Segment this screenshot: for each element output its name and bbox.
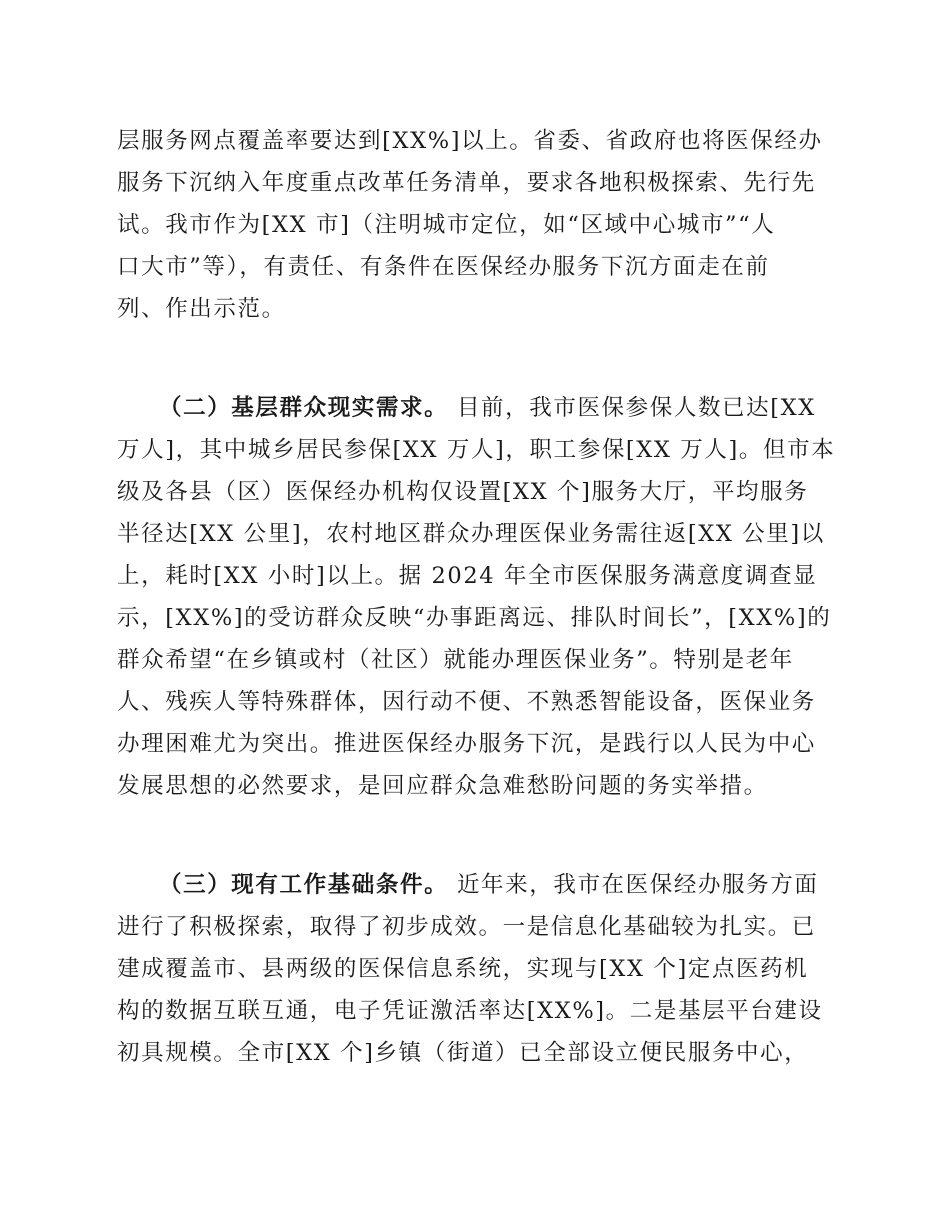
text-line: 建成覆盖市、县两级的医保信息系统，实现与[XX 个]定点医药机 [117, 956, 809, 982]
text-line: 发展思想的必然要求，是回应群众急难愁盼问题的务实举措。 [117, 773, 768, 799]
text-line: 进行了积极探索，取得了初步成效。一是信息化基础较为扎实。已 [117, 914, 816, 940]
text-line: 上，耗时[XX 小时]以上。据 2024 年全市医保服务满意度调查显 [117, 563, 818, 589]
text-line: 万人]，其中城乡居民参保[XX 万人]，职工参保[XX 万人]。但市本 [117, 437, 836, 463]
text-line: 半径达[XX 公里]，农村地区群众办理医保业务需往返[XX 公里]以 [117, 521, 825, 547]
text-line: 群众希望“在乡镇或村（社区）就能办理医保业务”。特别是老年 [117, 647, 794, 673]
paragraph-first-line [117, 387, 837, 429]
text-line: 列、作出示范。 [117, 296, 286, 322]
text-line: 构的数据互联互通，电子凭证激活率达[XX%]。二是基层平台建设 [117, 998, 823, 1024]
text-line: 初具规模。全市[XX 个]乡镇（街道）已全部设立便民服务中心， [117, 1040, 809, 1066]
text-line: 人、残疾人等特殊群体，因行动不便、不熟悉智能设备，医保业务 [117, 689, 816, 715]
text-line: 办理困难尤为突出。推进医保经办服务下沉，是践行以人民为中心 [117, 731, 816, 757]
paragraph-work-foundation [117, 864, 837, 1074]
section-heading: （三）现有工作基础条件。 [159, 872, 449, 898]
text-line: 服务下沉纳入年度重点改革任务清单，要求各地积极探索、先行先 [117, 170, 816, 196]
paragraph-policy-context [117, 120, 837, 330]
text-segment: 目前，我市医保参保人数已达[XX [448, 395, 816, 421]
paragraph-first-line [117, 864, 837, 906]
section-heading: （二）基层群众现实需求。 [159, 395, 449, 421]
text-line: 示，[XX%]的受访群众反映“办事距离远、排队时间长”，[XX%]的 [117, 605, 832, 631]
text-line: 试。我市作为[XX 市]（注明城市定位，如“区域中心城市”“人 [117, 212, 776, 238]
text-line: 级及各县（区）医保经办机构仅设置[XX 个]服务大厅，平均服务 [117, 479, 809, 505]
text-line: 层服务网点覆盖率要达到[XX%]以上。省委、省政府也将医保经办 [117, 128, 823, 154]
text-line: 口大市”等），有责任、有条件在医保经办服务下沉方面走在前 [117, 254, 770, 280]
text-segment: 近年来，我市在医保经办服务方面 [448, 872, 819, 898]
paragraph-grassroots-needs [117, 387, 837, 807]
